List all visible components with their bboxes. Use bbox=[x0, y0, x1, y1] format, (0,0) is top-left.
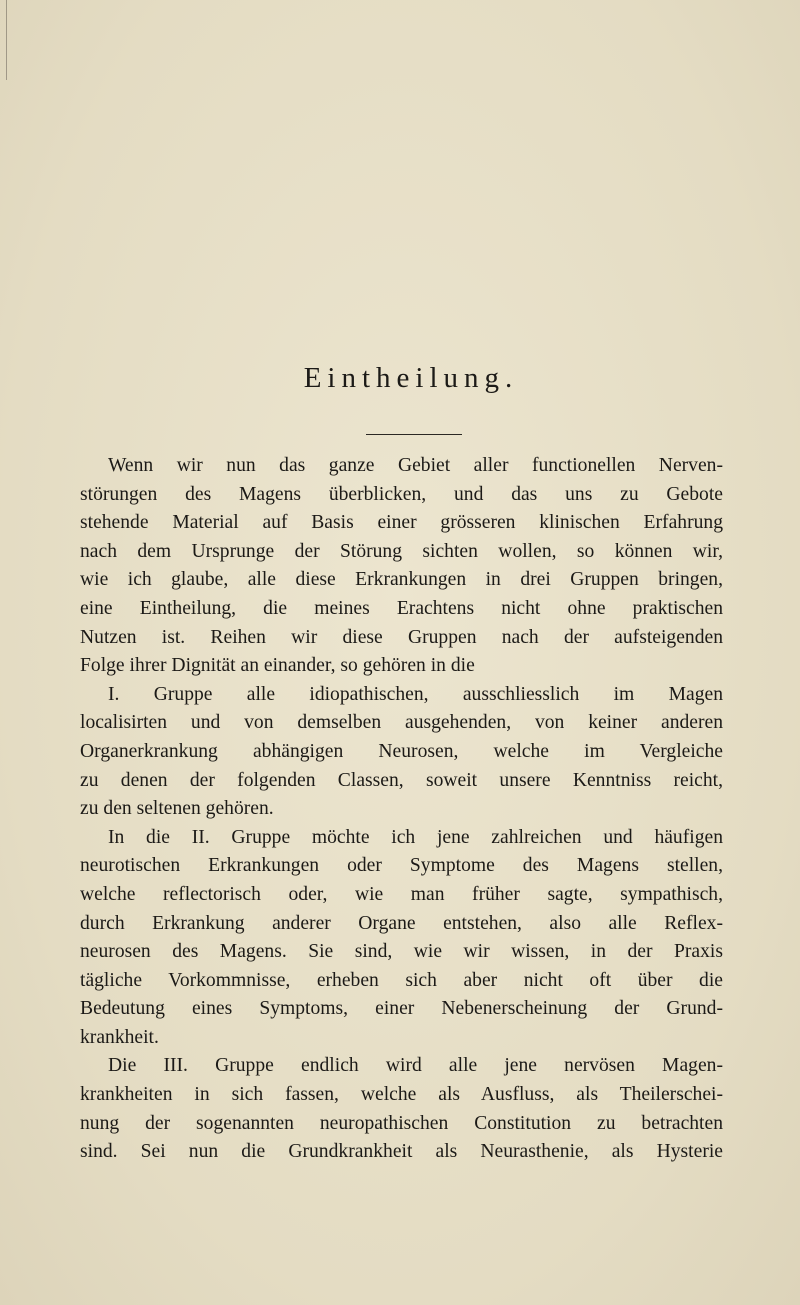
title-rule bbox=[366, 434, 462, 435]
text-line: stehende Material auf Basis einer grösseren klinischen Erfahrung bbox=[80, 512, 723, 534]
text-line: eine Eintheilung, die meines Erachtens nicht ohne praktischen bbox=[80, 597, 723, 619]
text-line: sind. Sei nun die Grundkrankheit als Neurasthenie, als Hysterie bbox=[80, 1141, 723, 1163]
text-line: In die II. Gruppe möchte ich jene zahlreichen und häufigen bbox=[108, 826, 723, 848]
text-line: tägliche Vorkommnisse, erheben sich aber nicht oft über die bbox=[80, 969, 723, 991]
text-line: I. Gruppe alle idiopathischen, ausschliesslich im Magen bbox=[108, 683, 723, 705]
text-line: Die III. Gruppe endlich wird alle jene nervösen Magen- bbox=[108, 1055, 723, 1077]
chapter-title: Eintheilung. bbox=[303, 362, 519, 394]
text-line: Bedeutung eines Symptoms, einer Nebenerscheinung der Grund- bbox=[80, 998, 723, 1020]
text-line: Folge ihrer Dignität an einander, so gehören in die bbox=[80, 655, 475, 677]
body-text bbox=[80, 452, 723, 1167]
text-line: Nutzen ist. Reihen wir diese Gruppen nach der aufsteigenden bbox=[80, 626, 723, 648]
text-line: nach dem Ursprunge der Störung sichten wollen, so können wir, bbox=[80, 540, 723, 562]
page-edge-mark bbox=[0, 0, 7, 80]
text-line: zu denen der folgenden Classen, soweit unsere Kenntniss reicht, bbox=[80, 769, 723, 791]
text-line: störungen des Magens überblicken, und das uns zu Gebote bbox=[80, 483, 723, 505]
text-line: Organerkrankung abhängigen Neurosen, welche im Vergleiche bbox=[80, 740, 723, 762]
text-line: krankheit. bbox=[80, 1026, 159, 1048]
text-line: nung der sogenannten neuropathischen Constitution zu betrachten bbox=[80, 1112, 723, 1134]
text-line: durch Erkrankung anderer Organe entstehen, also alle Reflex- bbox=[80, 912, 723, 934]
text-line: welche reflectorisch oder, wie man früher sagte, sympathisch, bbox=[80, 883, 723, 905]
text-line: neurosen des Magens. Sie sind, wie wir wissen, in der Praxis bbox=[80, 941, 723, 963]
text-line: wie ich glaube, alle diese Erkrankungen in drei Gruppen bringen, bbox=[80, 569, 723, 591]
text-line: neurotischen Erkrankungen oder Symptome des Magens stellen, bbox=[80, 855, 723, 877]
text-line: Wenn wir nun das ganze Gebiet aller functionellen Nerven- bbox=[108, 455, 723, 476]
text-line: localisirten und von demselben ausgehenden, von keiner anderen bbox=[80, 712, 723, 734]
text-line: zu den seltenen gehören. bbox=[80, 798, 274, 820]
text-line: krankheiten in sich fassen, welche als Ausfluss, als Theilerschei- bbox=[80, 1084, 723, 1106]
